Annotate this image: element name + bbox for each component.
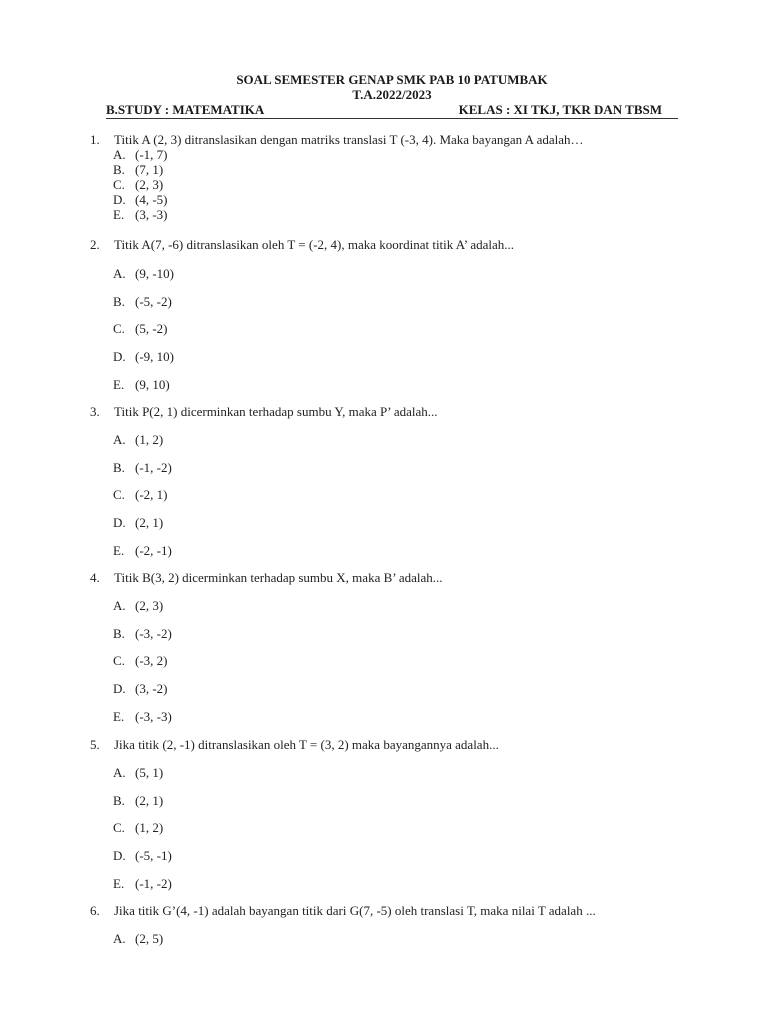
answer-option <box>113 162 163 177</box>
class-label: KELAS : XI TKJ, TKR DAN TBSM <box>458 102 662 117</box>
option-text: (3, -3) <box>135 207 168 222</box>
answer-option <box>113 192 168 207</box>
option-text: (3, -2) <box>135 681 168 697</box>
option-text: (4, -5) <box>135 192 168 207</box>
option-letter: C. <box>113 177 125 192</box>
option-text: (-3, -3) <box>135 708 172 724</box>
answer-option <box>113 626 172 641</box>
answer-option <box>113 432 163 447</box>
answer-option <box>113 147 168 162</box>
option-text: (2, 3) <box>135 177 164 192</box>
answer-option <box>113 294 172 309</box>
option-letter: C. <box>113 653 125 669</box>
option-letter: A. <box>113 931 126 946</box>
question-text: Titik P(2, 1) dicerminkan terhadap sumbu Y, maka P’ adalah... <box>114 404 438 419</box>
answer-option <box>113 207 168 222</box>
academic-year: T.A.2022/2023 <box>352 87 432 102</box>
option-text: (2, 5) <box>135 931 164 946</box>
option-letter: A. <box>113 765 126 780</box>
option-letter: E. <box>113 542 125 558</box>
question-3 <box>90 404 438 419</box>
answer-option <box>113 709 172 724</box>
option-text: (5, 1) <box>135 765 164 780</box>
answer-option <box>113 543 172 558</box>
option-letter: B. <box>113 625 125 641</box>
option-text: (-2, -1) <box>135 542 172 558</box>
answer-option <box>113 266 174 281</box>
answer-option <box>113 377 170 392</box>
question-4 <box>90 570 443 585</box>
option-letter: E. <box>113 875 125 891</box>
question-number: 5. <box>90 737 100 752</box>
answer-option <box>113 598 163 613</box>
option-text: (-1, 7) <box>135 147 168 162</box>
option-letter: C. <box>113 820 125 836</box>
option-letter: A. <box>113 598 126 613</box>
option-letter: D. <box>113 681 126 697</box>
option-text: (1, 2) <box>135 432 164 447</box>
question-text: Titik B(3, 2) dicerminkan terhadap sumbu X, maka B’ adalah... <box>114 570 443 585</box>
answer-option <box>113 793 163 808</box>
option-text: (1, 2) <box>135 820 164 836</box>
subject-label: B.STUDY : MATEMATIKA <box>106 102 265 117</box>
question-6 <box>90 903 596 918</box>
question-number: 2. <box>90 237 100 252</box>
question-text: Jika titik (2, -1) ditranslasikan oleh T = (3, 2) maka bayangannya adalah... <box>114 737 499 752</box>
option-text: (-2, 1) <box>135 487 168 503</box>
option-text: (-5, -1) <box>135 848 172 864</box>
question-number: 3. <box>90 404 100 419</box>
answer-option <box>113 653 168 668</box>
answer-option <box>113 177 163 192</box>
option-letter: C. <box>113 487 125 503</box>
option-letter: B. <box>113 459 125 475</box>
answer-option <box>113 681 168 696</box>
answer-option <box>113 876 172 891</box>
option-letter: D. <box>113 848 126 864</box>
option-text: (-3, 2) <box>135 653 168 669</box>
answer-option <box>113 460 172 475</box>
option-letter: A. <box>113 432 126 447</box>
option-text: (9, -10) <box>135 266 174 281</box>
option-text: (-3, -2) <box>135 625 172 641</box>
option-text: (7, 1) <box>135 162 164 177</box>
answer-option <box>113 820 163 835</box>
exam-header <box>106 72 678 119</box>
question-1 <box>90 132 584 147</box>
question-5 <box>90 737 499 752</box>
option-letter: B. <box>113 293 125 309</box>
option-text: (5, -2) <box>135 321 168 337</box>
option-letter: A. <box>113 266 126 281</box>
answer-option <box>113 848 172 863</box>
question-number: 6. <box>90 903 100 918</box>
question-2 <box>90 237 514 252</box>
option-text: (2, 3) <box>135 598 164 613</box>
option-text: (9, 10) <box>135 376 170 392</box>
option-letter: D. <box>113 515 126 531</box>
option-text: (2, 1) <box>135 792 164 808</box>
answer-option <box>113 349 174 364</box>
option-letter: E. <box>113 376 125 392</box>
option-letter: B. <box>113 792 125 808</box>
option-letter: E. <box>113 708 125 724</box>
option-letter: B. <box>113 162 125 177</box>
option-text: (-5, -2) <box>135 293 172 309</box>
option-letter: D. <box>113 349 126 365</box>
question-text: Jika titik G’(4, -1) adalah bayangan titik dari G(7, -5) oleh translasi T, maka nilai T adalah ... <box>114 903 596 918</box>
question-text: Titik A(7, -6) ditranslasikan oleh T = (-2, 4), maka koordinat titik A’ adalah... <box>114 237 515 252</box>
option-text: (-9, 10) <box>135 349 174 365</box>
answer-option <box>113 515 163 530</box>
option-letter: C. <box>113 321 125 337</box>
answer-option <box>113 931 163 946</box>
option-text: (-1, -2) <box>135 875 172 891</box>
question-text: Titik A (2, 3) ditranslasikan dengan matriks translasi T (-3, 4). Maka bayangan A adalah… <box>114 132 584 147</box>
option-text: (-1, -2) <box>135 459 172 475</box>
header-divider <box>106 118 678 119</box>
question-number: 4. <box>90 570 100 585</box>
answer-option <box>113 765 163 780</box>
question-number: 1. <box>90 132 100 147</box>
option-letter: D. <box>113 192 126 207</box>
option-text: (2, 1) <box>135 515 164 531</box>
answer-option <box>113 487 168 502</box>
option-letter: A. <box>113 147 126 162</box>
exam-title: SOAL SEMESTER GENAP SMK PAB 10 PATUMBAK <box>236 72 548 87</box>
answer-option <box>113 321 168 336</box>
option-letter: E. <box>113 207 125 222</box>
